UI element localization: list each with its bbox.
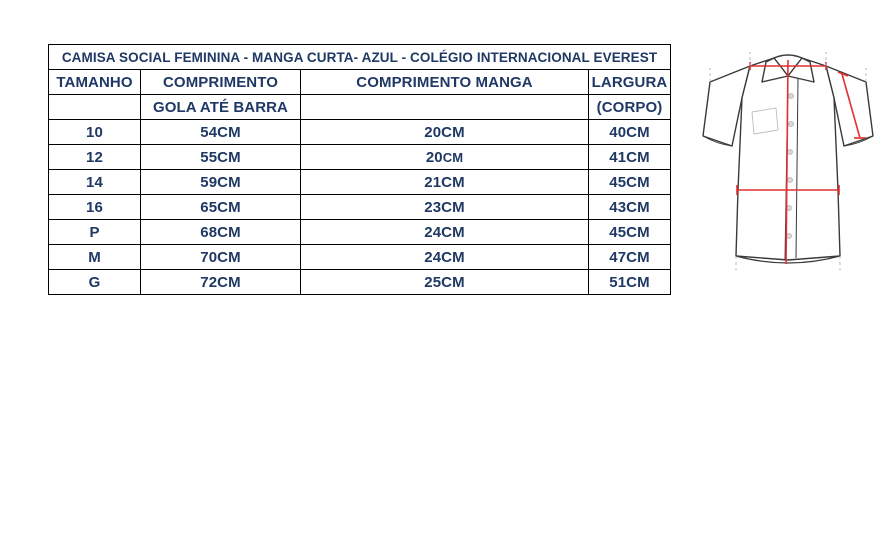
cell-largura: 41CM: [589, 145, 671, 170]
size-chart-table: [48, 44, 670, 295]
cell-manga-value: 24CM: [424, 223, 465, 241]
cell-manga: [301, 120, 589, 145]
cell-manga: [301, 220, 589, 245]
table-subheader-row: [49, 95, 671, 120]
cell-manga: [301, 195, 589, 220]
cell-largura: 40CM: [589, 120, 671, 145]
table-row: [49, 245, 671, 270]
table-row: [49, 170, 671, 195]
cell-manga: [301, 145, 589, 170]
cell-tamanho: M: [49, 245, 141, 270]
cell-largura: 47CM: [589, 245, 671, 270]
cell-tamanho: 10: [49, 120, 141, 145]
cell-largura: 51CM: [589, 270, 671, 295]
cell-manga-value: 23CM: [424, 198, 465, 216]
cell-comprimento: 59CM: [141, 170, 301, 195]
subheader-largura: (CORPO): [589, 95, 671, 120]
cell-largura: 43CM: [589, 195, 671, 220]
table-row: [49, 270, 671, 295]
cell-manga: [301, 245, 589, 270]
subheader-tamanho: [49, 95, 141, 120]
header-tamanho: TAMANHO: [49, 70, 141, 95]
cell-manga: [301, 270, 589, 295]
cell-comprimento: 72CM: [141, 270, 301, 295]
table-row: [49, 195, 671, 220]
cell-manga-unit: CM: [442, 149, 464, 165]
subheader-comprimento: GOLA ATÉ BARRA: [141, 95, 301, 120]
shirt-diagram: [690, 38, 886, 288]
cell-comprimento: 65CM: [141, 195, 301, 220]
table-header-row: [49, 70, 671, 95]
cell-comprimento: 55CM: [141, 145, 301, 170]
header-largura: LARGURA: [589, 70, 671, 95]
cell-tamanho: G: [49, 270, 141, 295]
cell-largura: 45CM: [589, 170, 671, 195]
cell-tamanho: P: [49, 220, 141, 245]
cell-tamanho: 16: [49, 195, 141, 220]
table-title: CAMISA SOCIAL FEMININA - MANGA CURTA- AZUL - COLÉGIO INTERNACIONAL EVEREST: [49, 45, 671, 70]
header-comprimento: COMPRIMENTO: [141, 70, 301, 95]
cell-comprimento: 70CM: [141, 245, 301, 270]
cell-manga-value: 24CM: [424, 248, 465, 266]
cell-comprimento: 54CM: [141, 120, 301, 145]
cell-manga-value: 25CM: [424, 273, 465, 291]
cell-manga-value: 20CM: [424, 123, 465, 141]
cell-manga: [301, 170, 589, 195]
cell-largura: 45CM: [589, 220, 671, 245]
table-title-row: [49, 45, 671, 70]
cell-manga-value: 20: [425, 148, 443, 166]
table-row: [49, 120, 671, 145]
size-table: [48, 44, 671, 295]
short-sleeve-shirt-icon: [690, 38, 886, 288]
table-row: [49, 220, 671, 245]
cell-comprimento: 68CM: [141, 220, 301, 245]
subheader-comprimento-manga: [301, 95, 589, 120]
cell-tamanho: 14: [49, 170, 141, 195]
cell-manga-value: 21CM: [424, 173, 465, 191]
header-comprimento-manga: COMPRIMENTO MANGA: [301, 70, 589, 95]
table-row: [49, 145, 671, 170]
cell-tamanho: 12: [49, 145, 141, 170]
